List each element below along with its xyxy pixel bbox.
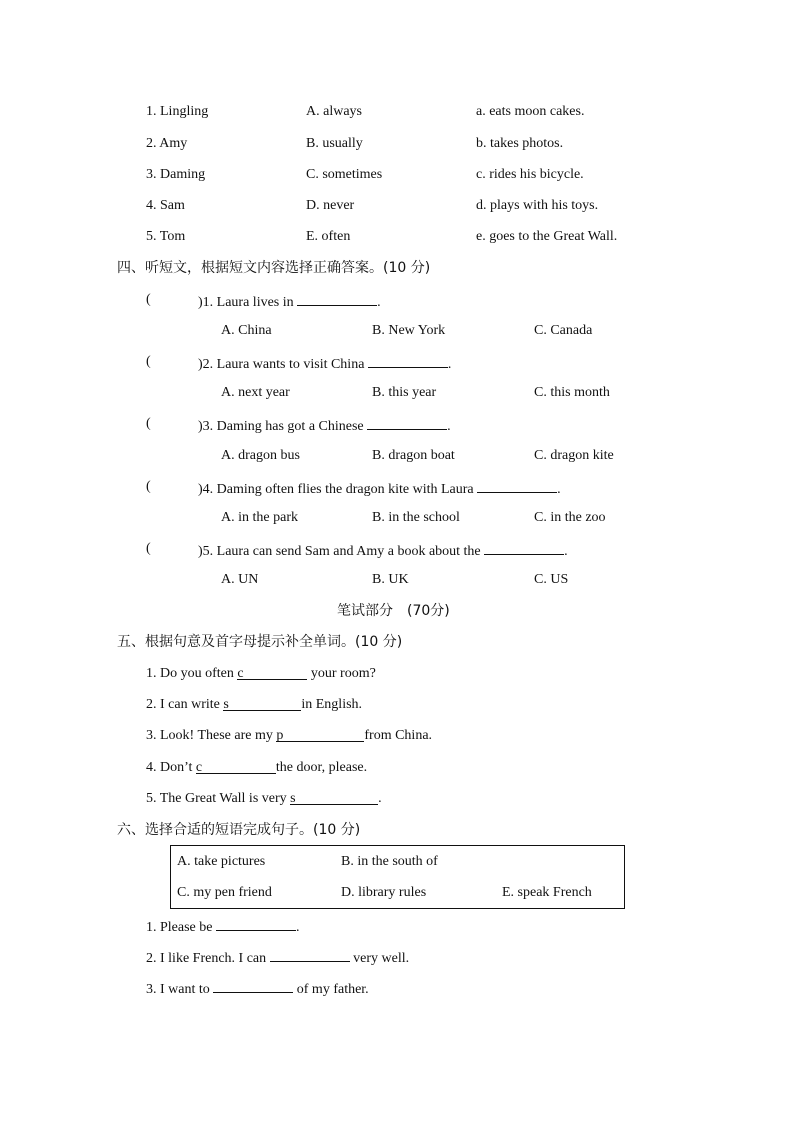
written-part-heading: 笔试部分 (70分) (337, 603, 450, 619)
phrase-sentence: 3. I want to of my father. (146, 978, 369, 999)
phrase-option: E. speak French (502, 885, 592, 900)
match-name: 1. Lingling (146, 104, 209, 119)
option-a: A. in the park (221, 510, 298, 525)
question-text: )1. Laura lives in . (198, 291, 381, 312)
phrase-blank[interactable] (270, 947, 350, 962)
letter-blank[interactable]: c (237, 665, 307, 680)
option-a: A. dragon bus (221, 448, 300, 463)
question-text: )5. Laura can send Sam and Amy a book about the . (198, 540, 568, 561)
letter-blank[interactable]: s (223, 696, 301, 711)
section-6-title: 六、选择合适的短语完成句子。(10 分) (117, 822, 361, 838)
match-activity: e. goes to the Great Wall. (476, 229, 618, 244)
option-b: B. UK (372, 572, 409, 587)
match-name: 3. Daming (146, 167, 206, 182)
match-activity: a. eats moon cakes. (476, 104, 585, 119)
match-activity: c. rides his bicycle. (476, 167, 584, 182)
option-a: A. next year (221, 385, 290, 400)
answer-blank[interactable] (477, 478, 557, 493)
answer-paren[interactable]: ( (146, 541, 151, 556)
question-text: )2. Laura wants to visit China . (198, 353, 451, 374)
option-b: B. in the school (372, 510, 460, 525)
phrase-option: B. in the south of (341, 854, 438, 869)
phrase-option: D. library rules (341, 885, 427, 900)
answer-blank[interactable] (368, 353, 448, 368)
option-c: C. Canada (534, 323, 593, 338)
letter-blank[interactable]: p (276, 727, 364, 742)
answer-paren[interactable]: ( (146, 354, 151, 369)
option-c: C. in the zoo (534, 510, 606, 525)
answer-blank[interactable] (367, 415, 447, 430)
fill-word-item: 1. Do you often c your room? (146, 666, 376, 681)
answer-blank[interactable] (484, 540, 564, 555)
match-frequency: B. usually (306, 136, 363, 151)
match-name: 5. Tom (146, 229, 186, 244)
answer-paren[interactable]: ( (146, 292, 151, 307)
match-frequency: E. often (306, 229, 351, 244)
section-4-title: 四、听短文，根据短文内容选择正确答案。(10 分) (117, 260, 431, 276)
section-5-title: 五、根据句意及首字母提示补全单词。(10 分) (117, 634, 403, 650)
phrase-blank[interactable] (213, 978, 293, 993)
option-c: C. dragon kite (534, 448, 614, 463)
phrase-sentence: 2. I like French. I can very well. (146, 947, 409, 968)
answer-paren[interactable]: ( (146, 416, 151, 431)
option-b: B. dragon boat (372, 448, 455, 463)
match-frequency: D. never (306, 198, 355, 213)
option-a: A. China (221, 323, 272, 338)
phrase-blank[interactable] (216, 916, 296, 931)
option-a: A. UN (221, 572, 259, 587)
fill-word-item: 2. I can write s in English. (146, 697, 363, 712)
match-frequency: C. sometimes (306, 167, 383, 182)
letter-blank[interactable]: c (196, 759, 276, 774)
question-text: )3. Daming has got a Chinese . (198, 415, 451, 436)
option-b: B. this year (372, 385, 437, 400)
fill-word-item: 5. The Great Wall is very s . (146, 791, 382, 806)
match-activity: b. takes photos. (476, 136, 564, 151)
match-activity: d. plays with his toys. (476, 198, 599, 213)
option-c: C. US (534, 572, 569, 587)
option-b: B. New York (372, 323, 446, 338)
option-c: C. this month (534, 385, 610, 400)
answer-paren[interactable]: ( (146, 479, 151, 494)
phrase-option: A. take pictures (177, 854, 266, 869)
question-text: )4. Daming often flies the dragon kite with Laura . (198, 478, 561, 499)
answer-blank[interactable] (297, 291, 377, 306)
match-frequency: A. always (306, 104, 362, 119)
letter-blank[interactable]: s (290, 790, 378, 805)
phrase-option: C. my pen friend (177, 885, 272, 900)
match-name: 2. Amy (146, 136, 188, 151)
match-name: 4. Sam (146, 198, 185, 213)
phrase-sentence: 1. Please be . (146, 916, 299, 937)
fill-word-item: 4. Don’t c the door, please. (146, 760, 368, 775)
fill-word-item: 3. Look! These are my p from China. (146, 728, 433, 743)
